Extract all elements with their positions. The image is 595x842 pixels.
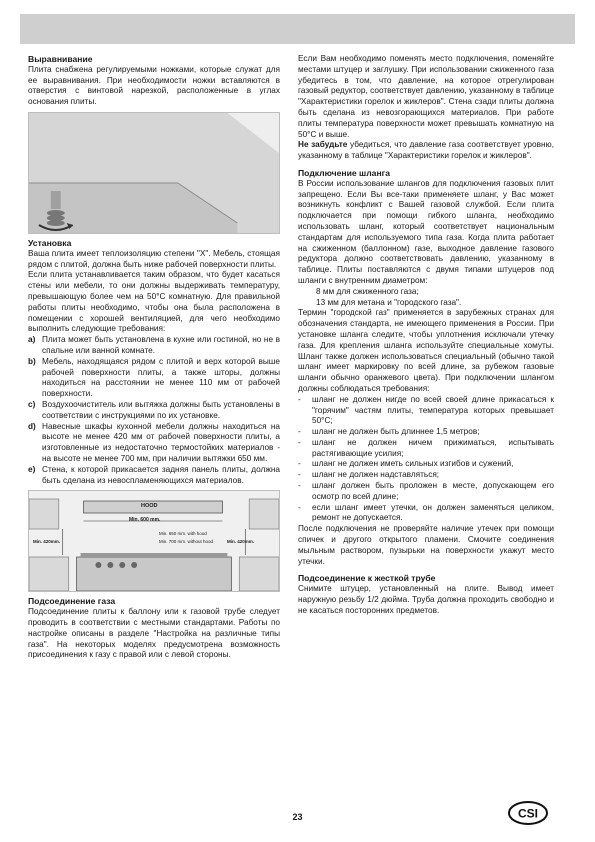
- list-marker: c): [28, 399, 36, 409]
- list-marker: d): [28, 421, 36, 431]
- reminder-bold: Не забудьте: [298, 140, 348, 150]
- logo-text: CSI: [517, 806, 539, 821]
- list-item: [28, 357, 280, 400]
- list-text: шланг должен быть проложен в месте, допускающем его осмотр по всей длине;: [312, 481, 554, 501]
- diameter-lpg: 8 мм для сжиженного газа;: [316, 286, 419, 296]
- gas-connection-text: Подсоединение плиты к баллону или к газовой трубе следует проводить в соответствии с местными стандартами. Работы по настройке описаны в разделе "Настройка на различные типы газа". На некоторых моделях предусмотрена возможность присоединения к газу с правой или с левой стороны.: [28, 607, 280, 660]
- right-column: [298, 54, 554, 617]
- hose-paragraph-3: После подключения не проверяйте наличие утечек при помощи спичек и другого открытого пламени. Смочите соединения мыльным раствором, пузырьки на поверхности укажут место утечки.: [298, 524, 554, 566]
- list-text: шланг не должен ничем прижиматься, испытывать растягивающие усилия;: [312, 437, 554, 458]
- list-text: Стена, к которой прикасается задняя панель плиты, должна быть сделана из невоспламеняющихся материалов.: [42, 464, 280, 485]
- list-marker: e): [28, 464, 36, 474]
- list-item: - шланг должен быть проложен в месте, допускающем его осмотр по всей длине;: [298, 481, 554, 501]
- installation-clearance-diagram: [28, 490, 280, 592]
- min-600-label: Min. 600 mm.: [129, 517, 161, 524]
- page-number: 23: [292, 812, 303, 822]
- min-650-label: Min. 650 mm. with hood: [159, 531, 207, 537]
- list-item: [28, 422, 280, 465]
- hood-label: HOOD: [141, 503, 158, 510]
- section-title-rigid-pipe: Подсоединение к жесткой трубе: [298, 573, 436, 584]
- list-item: - шланг не должен иметь сильных изгибов и сужений,: [298, 459, 554, 470]
- list-text: Навесные шкафы кухонной мебели должны находиться на высоте не менее 420 мм от рабочей поверхности плиты, а изготовленные из недостаточно термостойких материалов - на высоте не менее 700 мм, при наличии вытяжки 650 мм.: [42, 421, 280, 463]
- list-item: [28, 465, 280, 487]
- list-item: - шланг не должен нигде по всей своей длине прикасаться к "горячим" частям плиты, температура которых превышает 50°С;: [298, 394, 554, 426]
- min-420-left-label: Min. 420mm.: [33, 539, 61, 545]
- hose-paragraph-2: Термин "городской газ" применяется в зарубежных странах для обозначения стандарта, не имеющего применения в России. При установке шланга следите, чтобы уплотнения исключали утечку газа. Для крепления шланга используйте специальные хомуты. Шланг также должен использоваться специальный (обычно такой шланг имеет маркировку по всей длине, за рубежом газовые шланги обычно оранжевого цвета). При подключении шлангом должны соблюдаться требования:: [298, 308, 554, 393]
- list-item: [28, 335, 280, 357]
- diameter-methane: 13 мм для метана и "городского газа".: [316, 297, 462, 307]
- header-bar: [20, 14, 575, 44]
- list-marker: b): [28, 356, 36, 366]
- section-title-gas-connection: Подсоединение газа: [28, 596, 116, 607]
- list-item: - шланг не должен быть длиннее 1,5 метров;: [298, 427, 554, 438]
- list-text: шланг не должен нигде по всей своей длине прикасаться к "горячим" частям плиты, температура которых превышает 50°С;: [312, 394, 554, 426]
- list-text: шланг не должен надставляться;: [312, 470, 440, 480]
- list-text: Мебель, находящаяся рядом с плитой и верх которой выше рабочей поверхности плиты, а также шторы, должны находиться на расстоянии не менее 110 мм от рабочей поверхности.: [42, 356, 280, 399]
- list-marker: a): [28, 335, 36, 345]
- csi-logo-icon: [508, 801, 548, 825]
- list-text: Воздухоочиститель или вытяжка должны быть установлены в соответствии с инструкциями по их установке.: [42, 399, 280, 420]
- leveling-text: Плита снабжена регулируемыми ножками, которые служат для ее выравнивания. При необходимости ножки вставляются в отверстия с винтовой нарезкой, расположенные в углах основания плиты.: [28, 64, 280, 107]
- foot-icon: [29, 113, 279, 233]
- list-text: если шланг имеет утечки, он должен заменяться целиком, ремонт не допускается.: [312, 502, 554, 523]
- installation-paragraph-2: Если плита устанавливается таким образом, что будет касаться стены или мебели, то они должны выдерживать температуру, превышающую более чем на 50°С комнатную. Для правильной работы плиты необходимо, чтобы она была расположена в помещении с хорошей вентиляцией, для чего необходимо выполнить следующие требования:: [28, 270, 280, 334]
- connection-change-text: Если Вам необходимо поменять место подключения, поменяйте местами штуцер и заглушку. При использовании сжиженного газа убедитесь в том, что давление, на которое отрегулирован газовый редуктор, соответствует давлению, указанному в таблице "Характеристики горелок и жиклеров". Стена сзади плиты должна быть сделана из невозгорающихся материалов. При работе плиты температура поверхности может превышать комнатную на 50°С и выше.: [298, 54, 554, 139]
- min-700-label: Min. 700 mm. without hood: [159, 539, 214, 545]
- reminder-paragraph: [298, 140, 554, 162]
- list-item: - шланг не должен ничем прижиматься, испытывать растягивающие усилия;: [298, 437, 554, 458]
- section-title-hose: Подключение шланга: [298, 167, 391, 178]
- list-item: [28, 400, 280, 422]
- installation-paragraph-1: Ваша плита имеет теплоизоляцию степени "X". Мебель, стоящая рядом с плитой, должна быть ниже рабочей поверхности плиты.: [28, 248, 280, 269]
- rigid-pipe-text: Снимите штуцер, установленный на плите. Вывод имеет наружную резьбу 1/2 дюйма. Труба должна проходить свободно и не касаться посторонних предметов.: [298, 584, 554, 615]
- list-text: шланг не должен иметь сильных изгибов и сужений,: [312, 459, 514, 469]
- list-text: Плита может быть установлена в кухне или гостиной, но не в спальне или ванной комнате.: [42, 335, 280, 355]
- min-420-right-label: Min. 420mm.: [227, 539, 255, 545]
- left-column: [28, 54, 280, 661]
- list-text: шланг не должен быть длиннее 1,5 метров;: [312, 427, 480, 437]
- leveling-foot-illustration: [28, 112, 280, 234]
- reminder-text: убедиться, что давление газа соответствует уровню, указанному в таблице "Характеристики горелок и жиклеров".: [298, 140, 554, 161]
- section-title-installation: Установка: [28, 237, 72, 248]
- list-item: - если шланг имеет утечки, он должен заменяться целиком, ремонт не допускается.: [298, 502, 554, 523]
- hose-paragraph-1: В России использование шлангов для подключения газовых плит запрещено. Если Вы все-таки применяете шланг, у Вас может возникнуть конфликт с Вашей газовой службой. Если плита подключается при помощи гибкого шланга, необходимо использовать шланг, который соответствует национальным стандартам для используемого типа газа. Когда плита работает на сжиженном (баллонном) газе, выходное давление газового редуктора должно соответствовать давлению, указанному в таблице. Плиты поставляются с двумя типами штуцеров под шланги с внутренним диаметром:: [298, 178, 554, 285]
- section-title-leveling: Выравнивание: [28, 54, 93, 64]
- list-item: - шланг не должен надставляться;: [298, 470, 554, 481]
